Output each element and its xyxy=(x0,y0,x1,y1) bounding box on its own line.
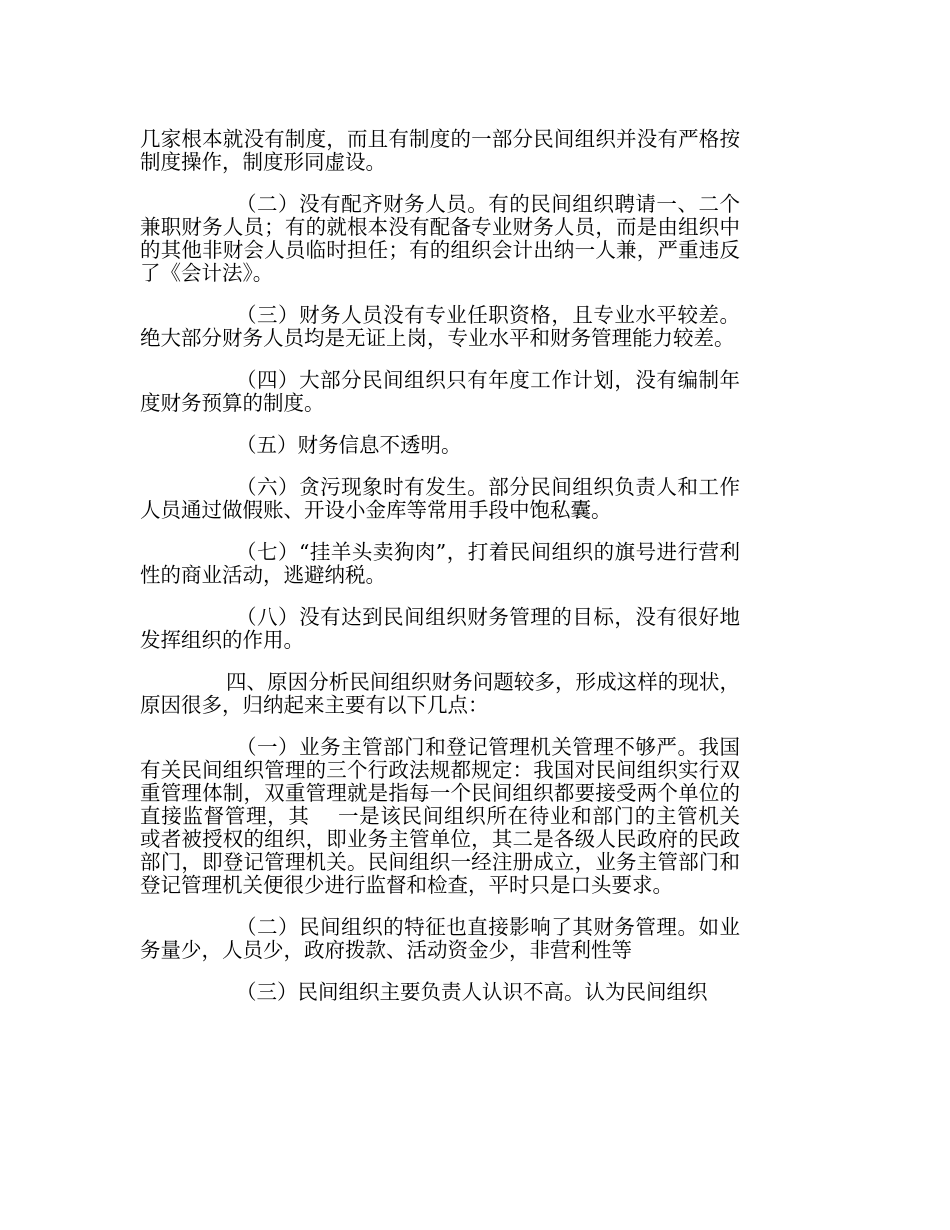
paragraph-item-4: （四）大部分民间组织只有年度工作计划，没有编制年度财务预算的制度。 xyxy=(140,368,740,415)
paragraph-item-6: （六）贪污现象时有发生。部分民间组织负责人和工作人员通过做假账、开设小金库等常用手段中饱私囊。 xyxy=(140,475,740,522)
paragraph-item-2: （二）没有配齐财务人员。有的民间组织聘请一、二个兼职财务人员；有的就根本没有配备专业财务人员，而是由组织中的其他非财会人员临时担任；有的组织会计出纳一人兼，严重违反了《会计法》。 xyxy=(140,192,740,285)
section-heading-cause-analysis: 四、原因分析民间组织财务问题较多，形成这样的现状，原因很多，归纳起来主要有以下几点： xyxy=(140,670,740,717)
paragraph-item-3: （三）财务人员没有专业任职资格，且专业水平较差。绝大部分财务人员均是无证上岗，专业水平和财务管理能力较差。 xyxy=(140,303,740,350)
paragraph-cause-2: （二）民间组织的特征也直接影响了其财务管理。如业务量少，人员少，政府拨款、活动资金少，非营利性等 xyxy=(140,915,740,962)
paragraph-cause-1: （一）业务主管部门和登记管理机关管理不够严。我国有关民间组织管理的三个行政法规都规定：我国对民间组织实行双重管理体制，双重管理就是指每一个民间组织都要接受两个单位的直接监督管理，其 一是该民间组织所在待业和部门的主管机关或者被授权的组织，即业务主管单位，其二是各级人民政府的民政部门，即登记管理机关。民间组织一经注册成立，业务主管部门和登记管理机关便很少进行监督和检查，平时只是口头要求。 xyxy=(140,735,740,897)
paragraph-cause-3: （三）民间组织主要负责人认识不高。认为民间组织 xyxy=(236,980,708,1004)
paragraph-item-5: （五）财务信息不透明。 xyxy=(236,433,462,457)
paragraph-continuation: 几家根本就没有制度，而且有制度的一部分民间组织并没有严格按制度操作，制度形同虚设。 xyxy=(140,127,740,174)
paragraph-item-8: （八）没有达到民间组织财务管理的目标，没有很好地发挥组织的作用。 xyxy=(140,605,740,652)
paragraph-item-7: （七）“挂羊头卖狗肉”，打着民间组织的旗号进行营利性的商业活动，逃避纳税。 xyxy=(140,540,740,587)
document-page xyxy=(140,128,740,1023)
